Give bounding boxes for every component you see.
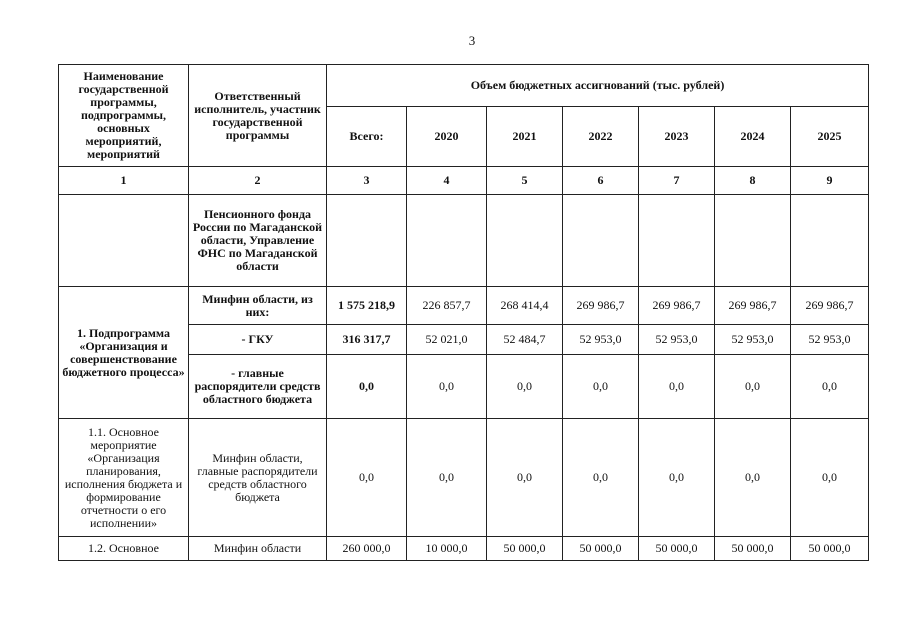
total-cell: 0,0 xyxy=(327,355,407,419)
column-number: 6 xyxy=(563,167,639,195)
executor-cell: Минфин области xyxy=(189,537,327,561)
column-number: 9 xyxy=(791,167,869,195)
value-cell: 0,0 xyxy=(715,419,791,537)
value-cell: 0,0 xyxy=(639,355,715,419)
value-cell: 269 986,7 xyxy=(791,287,869,325)
page-number: 3 xyxy=(468,33,476,48)
value-cell: 0,0 xyxy=(639,419,715,537)
column-number: 7 xyxy=(639,167,715,195)
value-cell: 52 953,0 xyxy=(791,325,869,355)
executor-cell: Минфин области, главные распорядители средств областного бюджета xyxy=(189,419,327,537)
value-cell: 0,0 xyxy=(563,355,639,419)
header-year: 2025 xyxy=(791,107,869,167)
table-row xyxy=(59,537,869,561)
value-cell: 50 000,0 xyxy=(563,537,639,561)
column-number: 3 xyxy=(327,167,407,195)
budget-table xyxy=(58,64,869,561)
table-row xyxy=(59,419,869,537)
column-numbers-row xyxy=(59,167,869,195)
value-cell: 269 986,7 xyxy=(563,287,639,325)
header-year: 2024 xyxy=(715,107,791,167)
column-number: 8 xyxy=(715,167,791,195)
subprogram-name-cell: 1. Подпрограмма «Организация и совершенствование бюджетного процесса» xyxy=(59,287,189,419)
value-cell: 50 000,0 xyxy=(487,537,563,561)
value-cell xyxy=(715,195,791,287)
executor-cell: - ГКУ xyxy=(189,325,327,355)
name-cell xyxy=(59,195,189,287)
table-row xyxy=(59,287,869,325)
value-cell: 269 986,7 xyxy=(639,287,715,325)
value-cell: 268 414,4 xyxy=(487,287,563,325)
value-cell: 50 000,0 xyxy=(791,537,869,561)
value-cell: 52 953,0 xyxy=(639,325,715,355)
value-cell xyxy=(563,195,639,287)
value-cell: 50 000,0 xyxy=(715,537,791,561)
column-number: 4 xyxy=(407,167,487,195)
value-cell: 52 953,0 xyxy=(715,325,791,355)
value-cell: 0,0 xyxy=(407,355,487,419)
header-year: 2022 xyxy=(563,107,639,167)
value-cell: 0,0 xyxy=(407,419,487,537)
column-number: 2 xyxy=(189,167,327,195)
header-row-1 xyxy=(59,65,869,107)
value-cell: 50 000,0 xyxy=(639,537,715,561)
total-cell: 1 575 218,9 xyxy=(327,287,407,325)
value-cell: 52 953,0 xyxy=(563,325,639,355)
value-cell: 52 021,0 xyxy=(407,325,487,355)
column-number: 5 xyxy=(487,167,563,195)
value-cell xyxy=(791,195,869,287)
value-cell: 0,0 xyxy=(487,355,563,419)
total-cell: 316 317,7 xyxy=(327,325,407,355)
header-executor: Ответственный исполнитель, участник государственной программы xyxy=(189,65,327,167)
executor-cell: Пенсионного фонда России по Магаданской области, Управление ФНС по Магаданской области xyxy=(189,195,327,287)
header-year: 2023 xyxy=(639,107,715,167)
header-budget-group: Объем бюджетных ассигнований (тыс. рублей) xyxy=(327,65,869,107)
value-cell: 0,0 xyxy=(487,419,563,537)
value-cell: 226 857,7 xyxy=(407,287,487,325)
executor-cell: - главные распорядители средств областного бюджета xyxy=(189,355,327,419)
value-cell: 0,0 xyxy=(563,419,639,537)
value-cell xyxy=(327,195,407,287)
header-year: 2021 xyxy=(487,107,563,167)
header-year: 2020 xyxy=(407,107,487,167)
header-name: Наименование государственной программы, подпрограммы, основных мероприятий, мероприятий xyxy=(59,65,189,167)
header-total: Всего: xyxy=(327,107,407,167)
value-cell: 269 986,7 xyxy=(715,287,791,325)
value-cell: 52 484,7 xyxy=(487,325,563,355)
executor-cell: Минфин области, из них: xyxy=(189,287,327,325)
value-cell xyxy=(487,195,563,287)
value-cell: 0,0 xyxy=(791,355,869,419)
value-cell xyxy=(639,195,715,287)
activity-name-cell: 1.1. Основное мероприятие «Организация планирования, исполнения бюджета и формирование отчетности о его исполнении» xyxy=(59,419,189,537)
total-cell: 0,0 xyxy=(327,419,407,537)
table-row xyxy=(59,195,869,287)
value-cell: 10 000,0 xyxy=(407,537,487,561)
value-cell: 0,0 xyxy=(791,419,869,537)
value-cell: 0,0 xyxy=(715,355,791,419)
total-cell: 260 000,0 xyxy=(327,537,407,561)
column-number: 1 xyxy=(59,167,189,195)
value-cell xyxy=(407,195,487,287)
activity-name-cell: 1.2. Основное xyxy=(59,537,189,561)
